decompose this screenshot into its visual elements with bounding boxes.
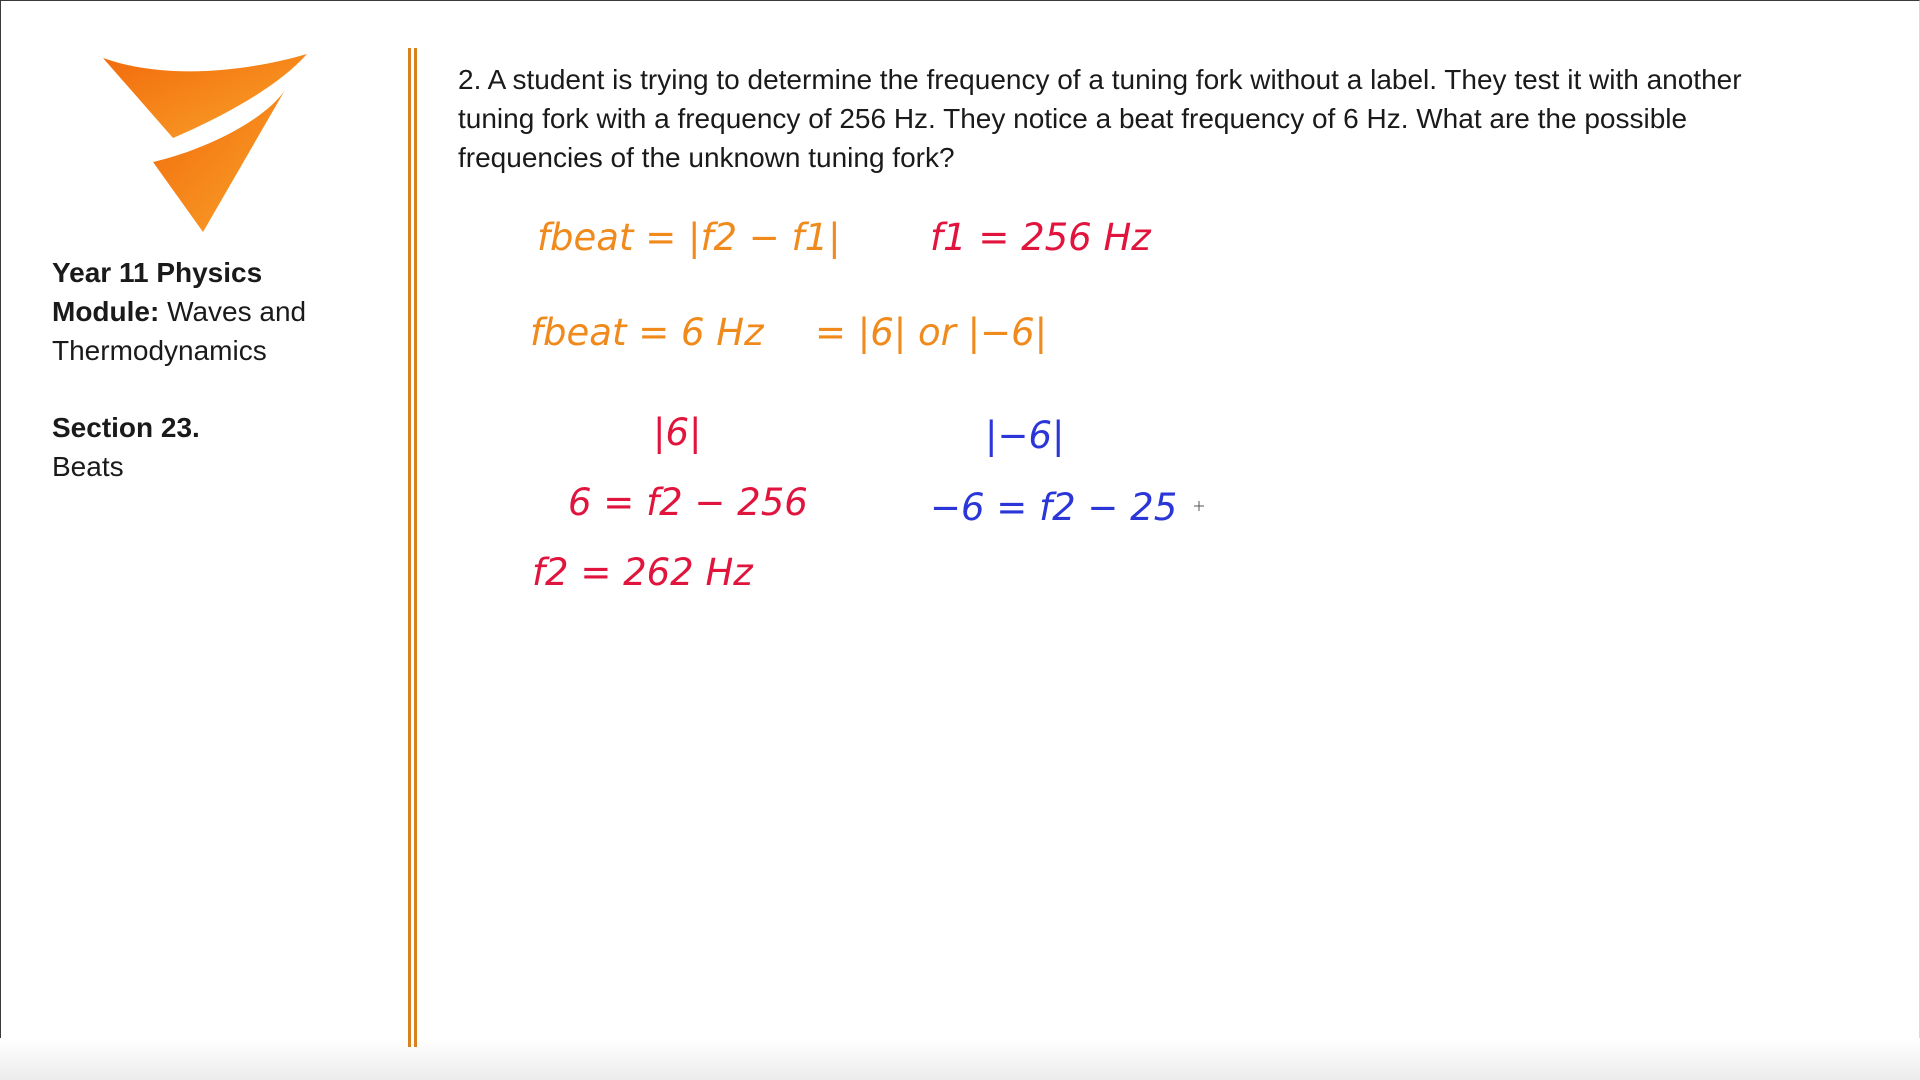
bottom-shade — [0, 1038, 1920, 1080]
f1-value: f1 = 256 Hz — [930, 216, 1151, 259]
logo-icon — [95, 50, 315, 240]
handwritten-working — [480, 190, 1380, 640]
case-negative-equation: −6 = f2 − 25 — [930, 486, 1178, 529]
case-positive-head: |6| — [653, 411, 702, 454]
course-info — [52, 253, 382, 486]
pen-cursor-icon — [1194, 501, 1204, 511]
case-negative-head: |−6| — [985, 414, 1065, 457]
beat-formula: fbeat = |f2 − f1| — [537, 216, 841, 259]
module-line-2: Thermodynamics — [52, 335, 267, 366]
divider — [408, 48, 418, 1047]
case-positive-result: f2 = 262 Hz — [532, 551, 753, 594]
section-name: Beats — [52, 451, 124, 482]
beat-value: fbeat = 6 Hz — [530, 311, 764, 354]
course-title: Year 11 Physics — [52, 257, 263, 288]
section-title: Section 23. — [52, 412, 200, 443]
module-line: Module: Waves and — [52, 296, 307, 327]
question-text: 2. A student is trying to determine the frequency of a tuning fork without a label. They test it with another tuning fork with a frequency of 256 Hz. They notice a beat frequency of 6 Hz. What are the possible frequencies of the unknown tuning fork? — [458, 64, 1742, 173]
abs-options: = |6| or |−6| — [815, 311, 1048, 354]
case-positive-equation: 6 = f2 − 256 — [568, 481, 808, 524]
